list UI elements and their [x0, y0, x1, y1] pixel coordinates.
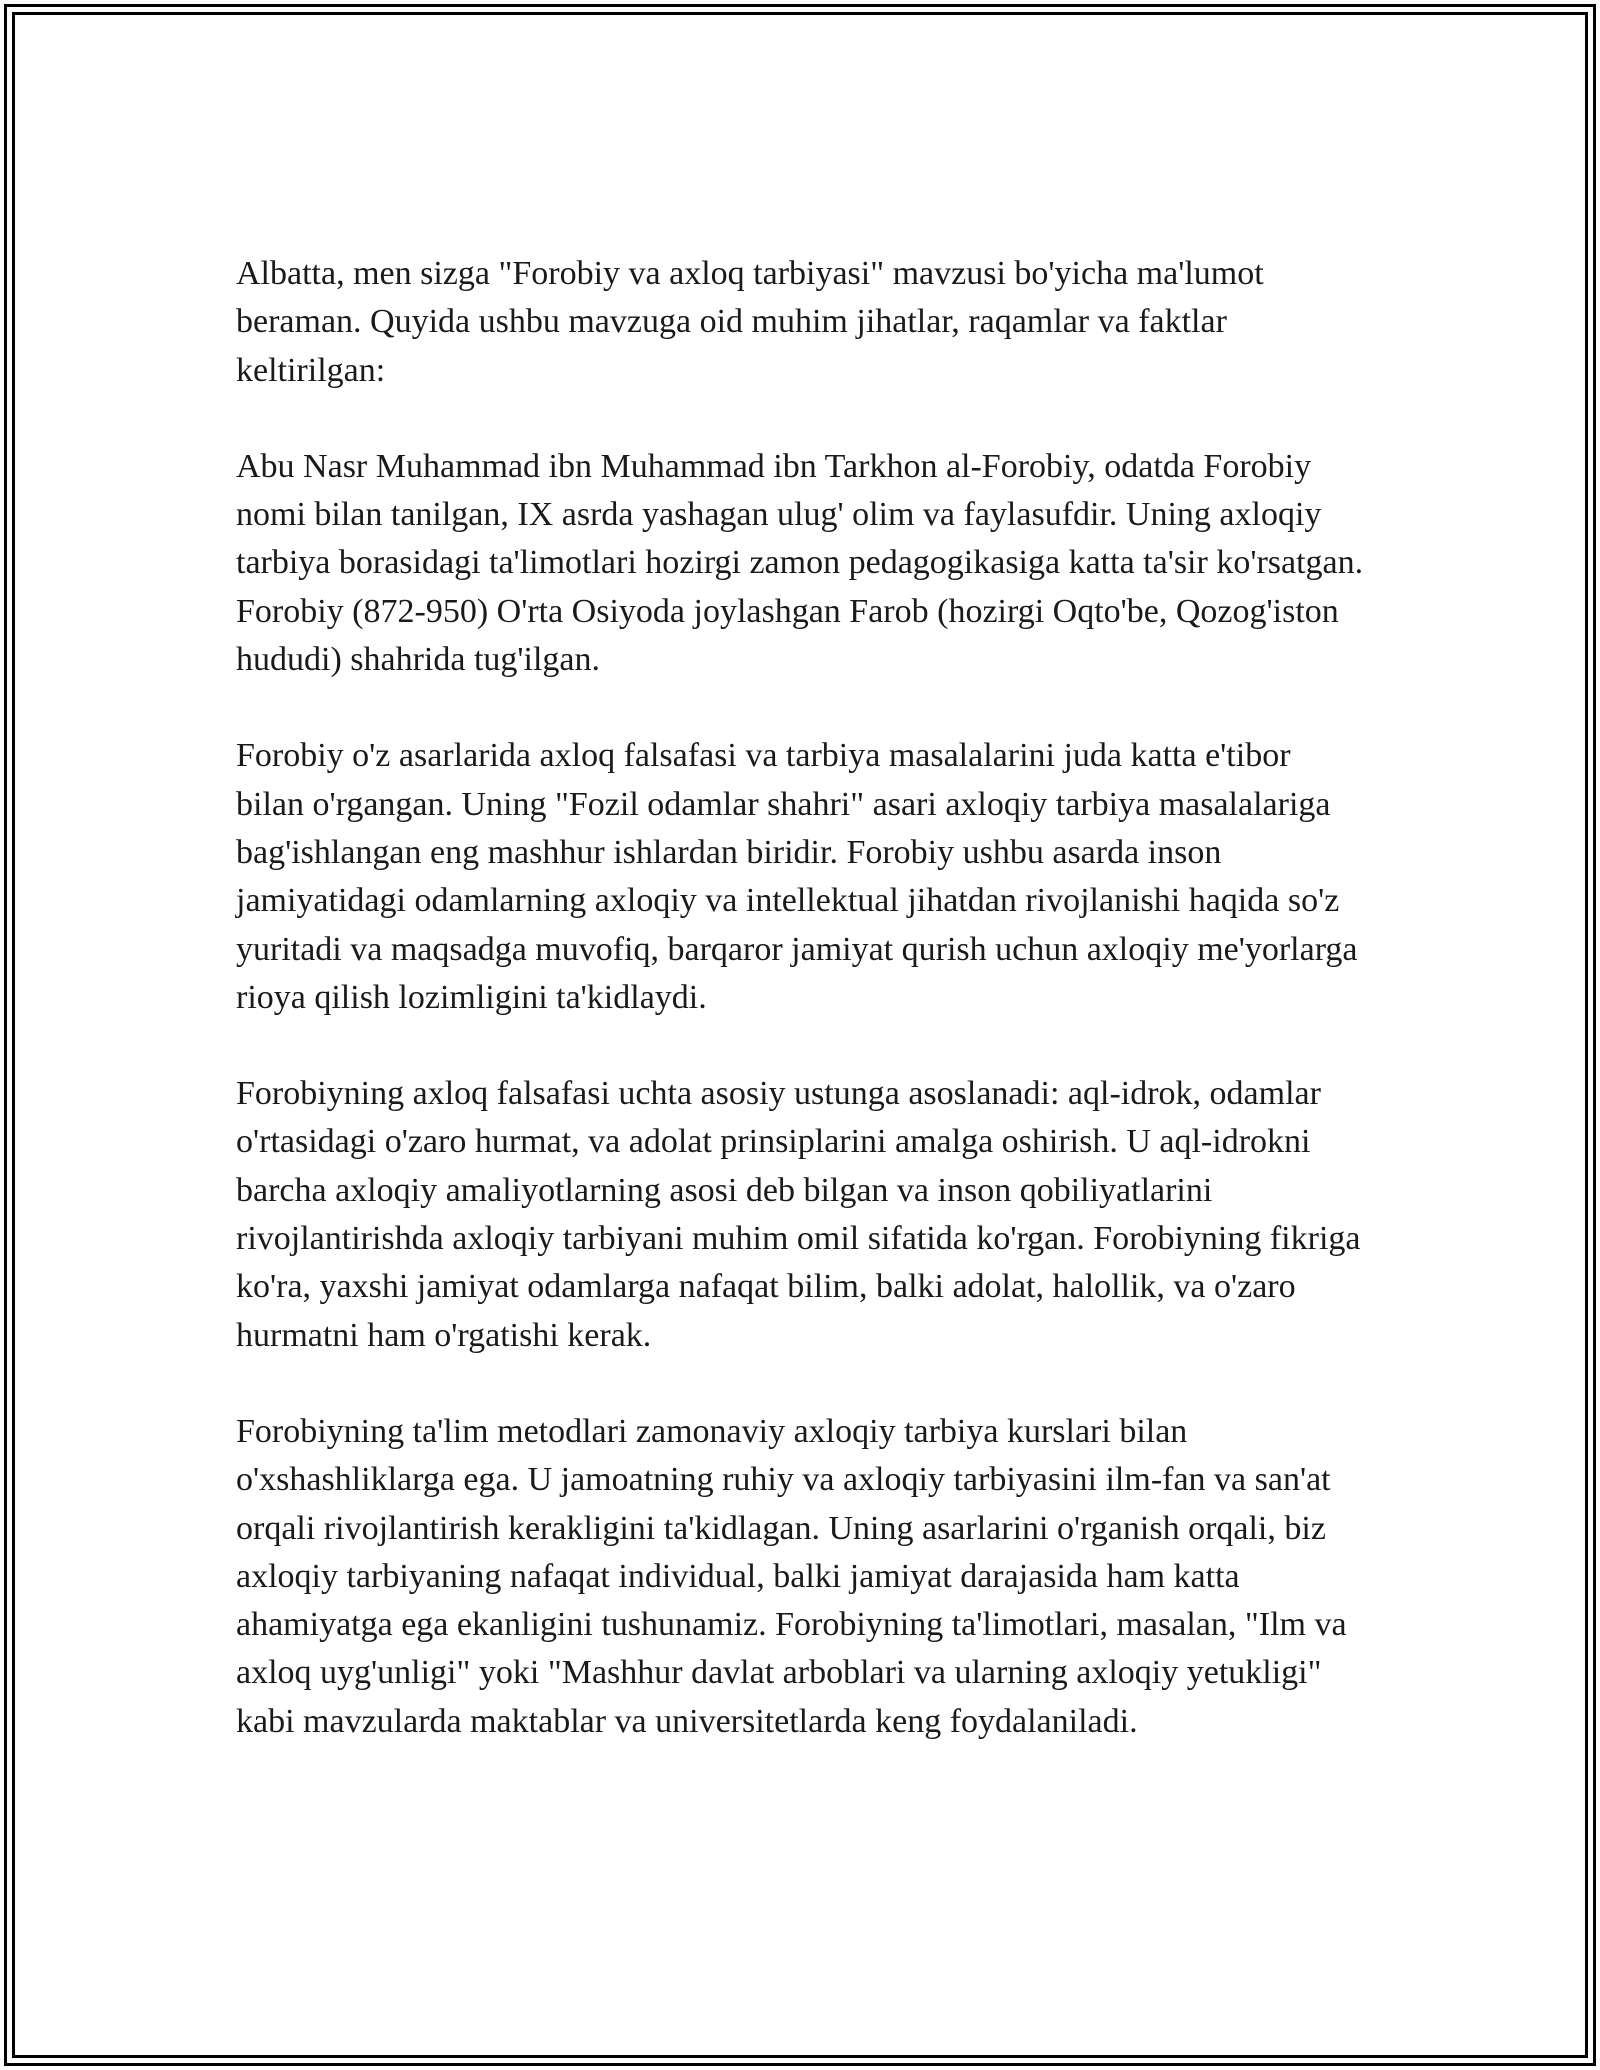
- document-body: [236, 250, 1366, 1794]
- paragraph-philosophy: Forobiyning axloq falsafasi uchta asosiy ustunga asoslanadi: aql-idrok, odamlar o'rtasidagi o'zaro hurmat, va adolat prinsiplarini amalga oshirish. U aql-idrokni barcha axloqiy amaliyotlarning asosi deb bilgan va inson qobiliyatlarini rivojlantirishda axloqiy tarbiyani muhim omil sifatida ko'rgan. Forobiyning fikriga ko'ra, yaxshi jamiyat odamlarga nafaqat bilim, balki adolat, halollik, va o'zaro hurmatni ham o'rgatishi kerak.: [236, 1075, 1361, 1354]
- paragraph-intro: Albatta, men sizga "Forobiy va axloq tarbiyasi" mavzusi bo'yicha ma'lumot beraman. Quyida ushbu mavzuga oid muhim jihatlar, raqamlar va faktlar keltirilgan:: [236, 255, 1264, 389]
- paragraph-teaching-methods: Forobiyning ta'lim metodlari zamonaviy axloqiy tarbiya kurslari bilan o'xshashliklarga ega. U jamoatning ruhiy va axloqiy tarbiyasini ilm-fan va san'at orqali rivojlantirish kerakligini ta'kidlagan. Uning asarlarini o'rganish orqali, biz axloqiy tarbiyaning nafaqat individual, balki jamiyat darajasida ham katta ahamiyatga ega ekanligini tushunamiz. Forobiyning ta'limotlari, masalan, "Ilm va axloq uyg'unligi" yoki "Mashhur davlat arboblari va ularning axloqiy yetukligi" kabi mavzularda maktablar va universitetlarda keng foydalaniladi.: [236, 1412, 1347, 1740]
- paragraph-biography: Abu Nasr Muhammad ibn Muhammad ibn Tarkhon al-Forobiy, odatda Forobiy nomi bilan tanilgan, IX asrda yashagan ulug' olim va faylasufdir. Uning axloqiy tarbiya borasidagi ta'limotlari hozirgi zamon pedagogikasiga katta ta'sir ko'rsatgan. Forobiy (872-950) O'rta Osiyoda joylashgan Farob (hozirgi Oqto'be, Qozog'iston hududi) shahrida tug'ilgan.: [236, 447, 1364, 679]
- paragraph-works: Forobiy o'z asarlarida axloq falsafasi va tarbiya masalalarini juda katta e'tibor bilan o'rgangan. Uning "Fozil odamlar shahri" asari axloqiy tarbiya masalalariga bag'ishlangan eng mashhur ishlardan biridir. Forobiy ushbu asarda inson jamiyatidagi odamlarning axloqiy va intellektual jihatdan rivojlanishi haqida so'z yuritadi va maqsadga muvofiq, barqaror jamiyat qurish uchun axloqiy me'yorlarga rioya qilish lozimligini ta'kidlaydi.: [236, 737, 1358, 1016]
